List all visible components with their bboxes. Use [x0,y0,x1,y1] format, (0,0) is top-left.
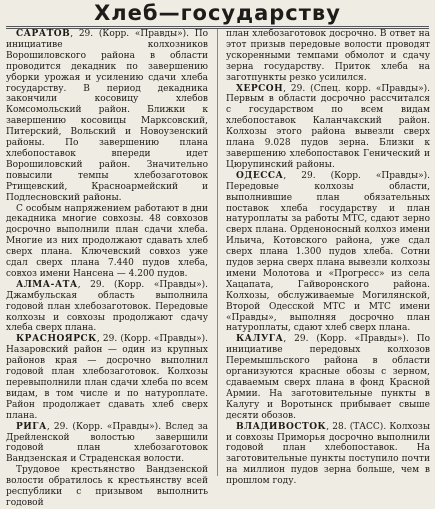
dispatch-city: КАЛУГА [236,334,284,345]
dispatch-text: , 29. (Корр. «Правды»). Передовые колхозы области, выполнившие план обязательных поставок хлеба государству и план натуроплаты за работы МТС, сдают зерно сверх плана. Орденоносный колхоз имени Ильича, Котовского района, уже сдал сверх плана 1.300 пудов хлеба. Сотни пудов зерна сверх плана вывезли колхозы имени Молотова и «Прогресс» из села Хацапата, Гайворонского района. Колхозы, обслуживаемые Могилянской, Второй Одесской МТС и МТС имени «Правды», выполняя досрочно план натуроплаты, сдают хлеб сверх плана. [226,170,430,334]
dispatch-city: КРАСНОЯРСК [16,334,97,345]
headline: Хлеб—государству [94,1,341,25]
dispatch-saratov-continued [6,204,208,280]
dispatch-text: , 29. (Спец. корр. «Правды»). Первым в области досрочно рассчитался с государством по всем видам хлебопоставок Каланчакский район. Колхозы этого района вывезли сверх плана 9.028 пудов зерна. Близки к завершению хлебопоставок Генический и Цюрупинский районы. [226,83,430,170]
dispatch-text: Трудовое крестьянство Вандзенской волости обратилось к крестьянству всей республики с призывом выполнить годовой [6,465,208,508]
dispatch-saratov [6,29,208,204]
dispatch-text: , 29. (Корр. «Правды»). Вслед за Дрейленской волостью завершили годовой план хлебозаготовок Вандзенская и Страденская волости. [6,421,208,465]
headline-rule-top [6,26,429,27]
dispatch-city: ОДЕССА [236,170,284,181]
dispatch-alma-ata [6,280,208,335]
dispatch-riga [6,422,208,466]
left-column [6,29,208,508]
dispatch-vladivostok [226,422,430,487]
dispatch-riga-end [226,29,430,84]
column-divider [217,29,218,476]
dispatch-odessa [226,171,430,335]
dispatch-text: , 29. (Корр. «Правды»). По инициативе колхозников Ворошиловского района в области проводится декадник по завершению уборки урожая и усилению сдачи хлеба государству. В период декадника закончили косовицу хлебов Комсомольский район. Ближки к завершению косовицы Марксовский, Питерский, Вольский и Новоузенский районы. По завершению плана хлебопоставок впереди идет Ворошиловский район. Значительно повысили темпы хлебозаготовок Ртищевский, Красноармейский и Подлесновский районы. [6,29,208,203]
dispatch-text: , 29. (Корр. «Правды»). По инициативе передовых колхозов Перемышльского района в области организуются красные обозы с зерном, сдаваемым сверх плана в фонд Красной Армии. На заготовительные пункты в Калугу и Воротынск прибывает свыше десяти обозов. [226,334,430,421]
dispatch-text: план хлебозаготовок досрочно. В ответ на этот призыв передовые волости проводят ускоренными темпами обмолот и сдачу зерна государству. Приток хлеба на заготпункты резко усилился. [226,29,430,83]
dispatch-riga-continued [6,465,208,509]
dispatch-kaluga [226,334,430,421]
dispatch-city: ВЛАДИВОСТОК [236,421,327,432]
dispatch-text: , 28. (ТАСС). Колхозы и совхозы Приморья досрочно выполнили годовой план хлебопоставок. На заготовительные пункты поступило почти на миллион пудов зерна больше, чем в прошлом году. [226,421,430,487]
dispatch-city: ХЕРСОН [236,83,284,94]
dispatch-city: РИГА [16,421,47,432]
right-column [226,29,430,487]
dispatch-text: , 29. (Корр. «Правды»). Джамбульская область выполнила годовой план хлебозаготовок. Передовые колхозы и совхозы продолжают сдачу хлеба сверх плана. [6,279,208,334]
dispatch-text: С особым напряжением работают в дни декадника многие совхозы. 48 совхозов досрочно выполнили план сдачи хлеба. Многие из них продолжают сдавать хлеб сверх плана. Ключевский совхоз уже сдал сверх плана 7.440 пудов хлеба, совхоз имени Нансена — 4.200 пудов. [6,203,208,279]
dispatch-krasnoyarsk [6,334,208,421]
dispatch-city: САРАТОВ [16,29,71,39]
dispatch-city: АЛМА-АТА [16,279,78,290]
dispatch-text: , 29. (Корр. «Правды»). Назаровский район — один из крупных районов края — досрочно выполнил годовой план хлебозаготовок. Колхозы перевыполнили план сдачи хлеба по всем видам, в том числе и по натуроплате. Район продолжает сдавать хлеб сверх плана. [6,334,208,421]
dispatch-kherson [226,84,430,171]
